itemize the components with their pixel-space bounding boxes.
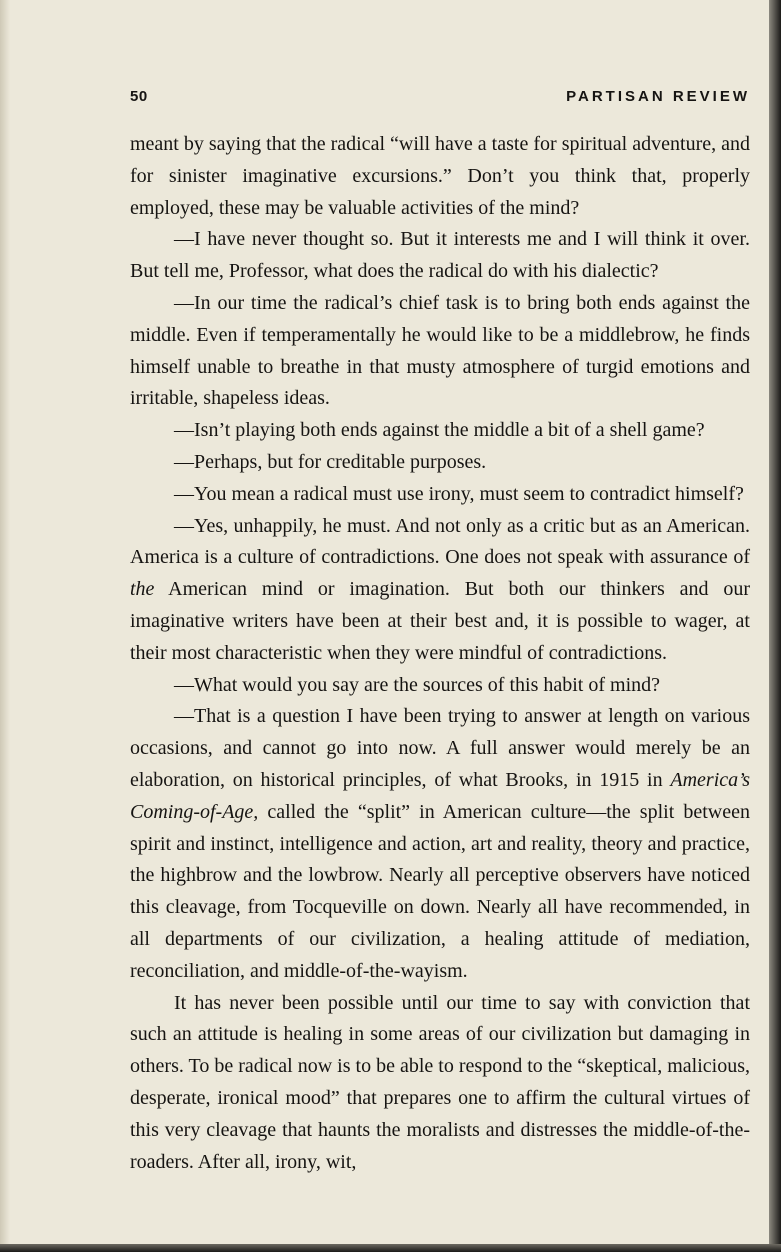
text-run: —That is a question I have been trying to answer at length on various occasions, and cannot go into now. A full answer would merely be an elaboration, on historical principles, of what Brooks, in 1915 in	[130, 705, 750, 791]
text-run: —Yes, unhappily, he must. And not only as a critic but as an American. America is a culture of contradictions. One does not speak with assurance of	[130, 514, 750, 569]
paragraph: —Perhaps, but for creditable purposes.	[174, 450, 487, 473]
running-head	[130, 88, 750, 112]
body-text	[130, 129, 750, 1178]
paragraph: —In our time the radical’s chief task is to bring both ends against the middle. Even if temperamentally he would like to be a middlebrow, he finds himself unable to breathe in that musty atmosphere of turgid emotions and irritable, shapeless ideas.	[130, 291, 750, 410]
text-run: called the “split” in American culture—the split between spirit and instinct, intelligence and action, art and reality, theory and practice, the highbrow and the lowbrow. Nearly all perceptive observers have noticed this cleavage, from Tocqueville on down. Nearly all have recommended, in all departments of our civilization, a healing attitude of mediation, reconciliation, and middle-of-the-wayism.	[130, 800, 750, 982]
paragraph: —What would you say are the sources of this habit of mind?	[174, 673, 660, 696]
text-run: American mind or imagination. But both our thinkers and our imaginative writers have been at their best and, it is possible to wager, at their most characteristic when they were mindful of contradictions.	[130, 578, 750, 664]
page-edge-right	[769, 0, 781, 1252]
journal-title: PARTISAN REVIEW	[566, 88, 750, 105]
paragraph: —I have never thought so. But it interests me and I will think it over. But tell me, Professor, what does the radical do with his dialectic?	[130, 228, 750, 283]
paragraph	[130, 701, 750, 987]
italic-emphasis: the	[130, 578, 155, 601]
page-edge-bottom	[0, 1244, 781, 1252]
paragraph: —Isn’t playing both ends against the middle a bit of a shell game?	[174, 419, 705, 442]
paragraph: It has never been possible until our time to say with conviction that such an attitude is healing in some areas of our civilization but damaging in others. To be radical now is to be able to respond to the “skeptical, malicious, desperate, ironical mood” that prepares one to affirm the cultural virtues of this very cleavage that haunts the moralists and distresses the middle-of-the-roaders. After all, irony, wit,	[130, 991, 750, 1173]
book-title: America’s Coming-of-Age,	[130, 768, 750, 823]
paragraph	[130, 511, 750, 670]
paragraph: —You mean a radical must use irony, must seem to contradict himself?	[174, 482, 744, 505]
paragraph: meant by saying that the radical “will have a taste for spiritual adventure, and for sinister imaginative excursions.” Don’t you think that, properly employed, these may be valuable activities of the mind?	[130, 133, 750, 219]
page-number: 50	[130, 88, 148, 105]
page-gutter-shadow	[0, 0, 10, 1252]
